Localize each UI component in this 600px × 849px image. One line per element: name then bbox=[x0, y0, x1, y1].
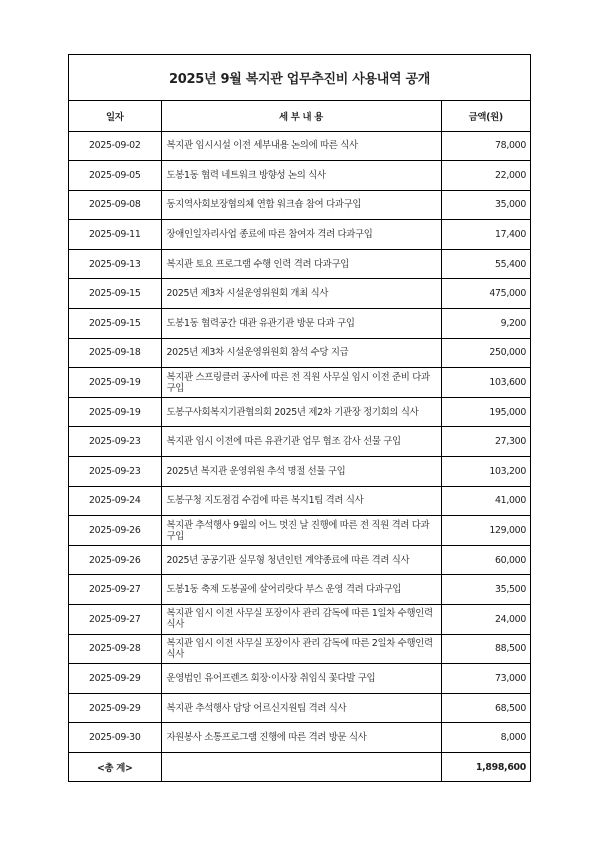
cell-amount: 88,500 bbox=[441, 634, 530, 664]
cell-amount: 60,000 bbox=[441, 545, 530, 575]
table-header-row bbox=[69, 101, 530, 131]
cell-amount: 55,400 bbox=[441, 249, 530, 279]
cell-amount: 250,000 bbox=[441, 338, 530, 368]
cell-date: 2025-09-29 bbox=[69, 693, 161, 723]
total-label: <총 계> bbox=[69, 752, 161, 781]
table-row bbox=[69, 516, 530, 546]
table-row bbox=[69, 368, 530, 398]
cell-amount: 41,000 bbox=[441, 486, 530, 516]
expense-table bbox=[69, 101, 530, 781]
cell-description: 도봉구사회복지기관협의회 2025년 제2차 기관장 정기회의 식사 bbox=[161, 397, 441, 427]
cell-date: 2025-09-29 bbox=[69, 664, 161, 694]
cell-description: 복지관 추석행사 담당 어르신지원팀 격려 식사 bbox=[161, 693, 441, 723]
cell-date: 2025-09-15 bbox=[69, 309, 161, 339]
cell-description: 복지관 스프링클러 공사에 따른 전 직원 사무실 임시 이전 준비 다과구입 bbox=[161, 368, 441, 398]
cell-date: 2025-09-23 bbox=[69, 427, 161, 457]
table-row bbox=[69, 249, 530, 279]
cell-amount: 103,200 bbox=[441, 457, 530, 487]
total-row bbox=[69, 752, 530, 781]
table-row bbox=[69, 634, 530, 664]
cell-date: 2025-09-13 bbox=[69, 249, 161, 279]
table-row bbox=[69, 190, 530, 220]
cell-amount: 35,000 bbox=[441, 190, 530, 220]
cell-amount: 27,300 bbox=[441, 427, 530, 457]
cell-date: 2025-09-23 bbox=[69, 457, 161, 487]
cell-amount: 17,400 bbox=[441, 220, 530, 250]
cell-description: 복지관 토요 프로그램 수행 인력 격려 다과구입 bbox=[161, 249, 441, 279]
cell-amount: 103,600 bbox=[441, 368, 530, 398]
cell-amount: 129,000 bbox=[441, 516, 530, 546]
table-row bbox=[69, 279, 530, 309]
table-row bbox=[69, 309, 530, 339]
table-row bbox=[69, 457, 530, 487]
cell-description: 복지관 임시 이전에 따른 유관기관 업무 협조 감사 선물 구입 bbox=[161, 427, 441, 457]
cell-amount: 475,000 bbox=[441, 279, 530, 309]
cell-description: 복지관 임시 이전 사무실 포장이사 관리 감독에 따른 1일차 수행인력 식사 bbox=[161, 605, 441, 635]
cell-date: 2025-09-02 bbox=[69, 131, 161, 161]
header-date: 일자 bbox=[69, 101, 161, 131]
cell-description: 운영법인 유어프렌즈 회장·이사장 취임식 꽃다발 구입 bbox=[161, 664, 441, 694]
cell-description: 도봉1동 축제 도봉골에 살어리랏다 부스 운영 격려 다과구입 bbox=[161, 575, 441, 605]
cell-description: 2025년 공공기관 실무형 청년인턴 계약종료에 따른 격려 식사 bbox=[161, 545, 441, 575]
cell-date: 2025-09-27 bbox=[69, 605, 161, 635]
cell-amount: 73,000 bbox=[441, 664, 530, 694]
cell-date: 2025-09-28 bbox=[69, 634, 161, 664]
cell-date: 2025-09-15 bbox=[69, 279, 161, 309]
total-amount: 1,898,600 bbox=[441, 752, 530, 781]
cell-description: 동지역사회보장협의체 연합 워크숍 참여 다과구입 bbox=[161, 190, 441, 220]
table-row bbox=[69, 427, 530, 457]
document-title: 2025년 9월 복지관 업무추진비 사용내역 공개 bbox=[69, 55, 530, 101]
cell-amount: 22,000 bbox=[441, 161, 530, 191]
table-row bbox=[69, 693, 530, 723]
cell-description: 2025년 복지관 운영위원 추석 명절 선물 구입 bbox=[161, 457, 441, 487]
table-row bbox=[69, 723, 530, 753]
table-row bbox=[69, 486, 530, 516]
table-row bbox=[69, 161, 530, 191]
cell-date: 2025-09-19 bbox=[69, 397, 161, 427]
total-empty-cell bbox=[161, 752, 441, 781]
cell-description: 도봉1동 협력공간 대관 유관기관 방문 다과 구입 bbox=[161, 309, 441, 339]
cell-amount: 68,500 bbox=[441, 693, 530, 723]
cell-date: 2025-09-08 bbox=[69, 190, 161, 220]
cell-description: 장애인일자리사업 종료에 따른 참여자 격려 다과구입 bbox=[161, 220, 441, 250]
cell-amount: 195,000 bbox=[441, 397, 530, 427]
cell-description: 복지관 추석행사 9월의 어느 멋진 날 진행에 따른 전 직원 격려 다과구입 bbox=[161, 516, 441, 546]
table-row bbox=[69, 397, 530, 427]
cell-description: 복지관 임시시설 이전 세부내용 논의에 따른 식사 bbox=[161, 131, 441, 161]
table-row bbox=[69, 575, 530, 605]
cell-amount: 78,000 bbox=[441, 131, 530, 161]
cell-description: 2025년 제3차 시설운영위원회 개최 식사 bbox=[161, 279, 441, 309]
header-description: 세 부 내 용 bbox=[161, 101, 441, 131]
cell-date: 2025-09-24 bbox=[69, 486, 161, 516]
cell-description: 도봉구청 지도점검 수검에 따른 복지1팀 격려 식사 bbox=[161, 486, 441, 516]
cell-date: 2025-09-05 bbox=[69, 161, 161, 191]
cell-description: 자원봉사 소통프로그램 진행에 따른 격려 방문 식사 bbox=[161, 723, 441, 753]
header-amount: 금액(원) bbox=[441, 101, 530, 131]
cell-date: 2025-09-18 bbox=[69, 338, 161, 368]
cell-date: 2025-09-30 bbox=[69, 723, 161, 753]
cell-description: 도봉1동 협력 네트워크 방향성 논의 식사 bbox=[161, 161, 441, 191]
table-row bbox=[69, 338, 530, 368]
cell-description: 복지관 임시 이전 사무실 포장이사 관리 감독에 따른 2일차 수행인력 식사 bbox=[161, 634, 441, 664]
cell-amount: 24,000 bbox=[441, 605, 530, 635]
cell-amount: 35,500 bbox=[441, 575, 530, 605]
cell-date: 2025-09-11 bbox=[69, 220, 161, 250]
expense-report-sheet bbox=[68, 54, 531, 782]
cell-date: 2025-09-26 bbox=[69, 516, 161, 546]
table-row bbox=[69, 605, 530, 635]
table-row bbox=[69, 220, 530, 250]
table-row bbox=[69, 545, 530, 575]
table-row bbox=[69, 664, 530, 694]
table-row bbox=[69, 131, 530, 161]
cell-amount: 9,200 bbox=[441, 309, 530, 339]
cell-date: 2025-09-26 bbox=[69, 545, 161, 575]
cell-amount: 8,000 bbox=[441, 723, 530, 753]
cell-date: 2025-09-19 bbox=[69, 368, 161, 398]
cell-date: 2025-09-27 bbox=[69, 575, 161, 605]
cell-description: 2025년 제3차 시설운영위원회 참석 수당 지급 bbox=[161, 338, 441, 368]
